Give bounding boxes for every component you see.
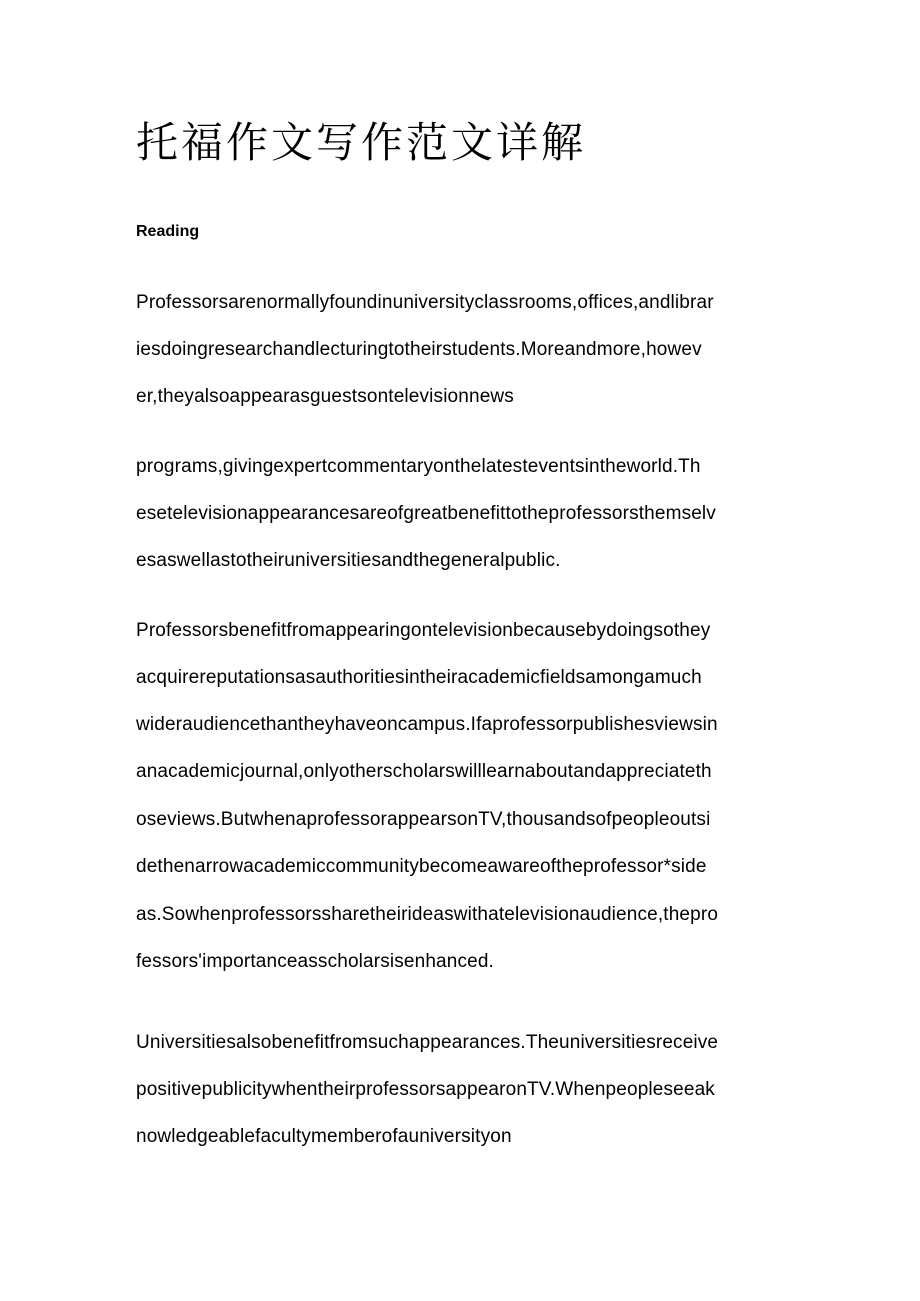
text-line: Universitiesalsobenefitfromsuchappearances.Theuniversitiesreceive bbox=[136, 1032, 719, 1053]
text-line: oseviews.ButwhenaprofessorappearsonTV,thousandsofpeopleoutsi bbox=[136, 809, 711, 830]
text-line: Professorsbenefitfromappearingontelevisionbecausebydoingsothey bbox=[136, 620, 711, 641]
text-line: nowledgeablefacultymemberofauniversityon bbox=[136, 1126, 512, 1147]
text-line: programs,givingexpertcommentaryonthelatesteventsintheworld.Th bbox=[136, 456, 701, 477]
text-line: dethenarrowacademiccommunitybecomeawareoftheprofessor*side bbox=[136, 856, 707, 877]
text-line: esetelevisionappearancesareofgreatbenefittotheprofessorsthemselv bbox=[136, 503, 716, 524]
text-line: as.Sowhenprofessorssharetheirideaswithatelevisionaudience,thepro bbox=[136, 904, 719, 925]
text-line: iesdoingresearchandlecturingtotheirstudents.Moreandmore,howev bbox=[136, 339, 702, 360]
text-line: anacademicjournal,onlyotherscholarswilllearnaboutandappreciateth bbox=[136, 761, 712, 782]
text-line: fessors'importanceasscholarsisenhanced. bbox=[136, 951, 494, 972]
text-line: acquirereputationsasauthoritiesintheiracademicfieldsamongamuch bbox=[136, 667, 702, 688]
text-line: wideraudiencethantheyhaveoncampus.Ifaprofessorpublishesviewsin bbox=[136, 714, 718, 735]
text-line: Professorsarenormallyfoundinuniversityclassrooms,offices,andlibrar bbox=[136, 292, 714, 313]
text-line: esaswellastotheiruniversitiesandthegeneralpublic. bbox=[136, 550, 561, 571]
text-line: er,theyalsoappearasguestsontelevisionnews bbox=[136, 386, 514, 407]
document-title: 托福作文写作范文详解 bbox=[136, 118, 587, 167]
text-line: positivepublicitywhentheirprofessorsappearonTV.Whenpeopleseeak bbox=[136, 1079, 715, 1100]
section-label-reading: Reading bbox=[136, 223, 200, 240]
